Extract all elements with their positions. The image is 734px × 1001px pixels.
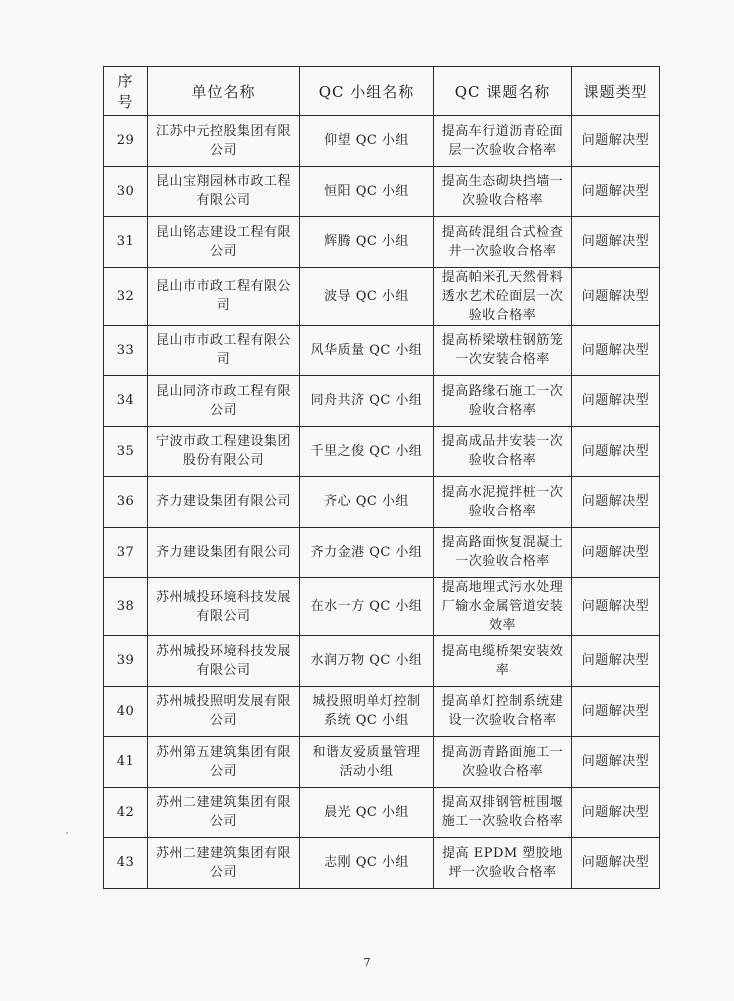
cell-qc-topic-name: 提高车行道沥青砼面层一次验收合格率 [434,116,572,167]
cell-qc-group-name: 波导 QC 小组 [300,267,434,325]
cell-qc-topic-name: 提高帕米孔天然骨料透水艺术砼面层一次验收合格率 [434,267,572,325]
table-row [104,787,660,838]
cell-topic-type: 问题解决型 [572,787,660,838]
cell-topic-type: 问题解决型 [572,477,660,528]
cell-qc-group-name: 齐力金港 QC 小组 [300,527,434,578]
cell-qc-topic-name: 提高水泥搅拌桩一次验收合格率 [434,477,572,528]
cell-topic-type: 问题解决型 [572,267,660,325]
cell-qc-group-name: 晨光 QC 小组 [300,787,434,838]
cell-qc-group-name: 同舟共济 QC 小组 [300,376,434,427]
table-row [104,578,660,636]
cell-qc-group-name: 城投照明单灯控制系统 QC 小组 [300,686,434,737]
cell-topic-type: 问题解决型 [572,527,660,578]
cell-serial-number: 43 [104,838,148,889]
header-topic-type: 课题类型 [572,67,660,116]
cell-qc-topic-name: 提高桥梁墩柱钢筋笼一次安装合格率 [434,325,572,376]
cell-serial-number: 42 [104,787,148,838]
cell-serial-number: 30 [104,166,148,217]
cell-qc-group-name: 齐心 QC 小组 [300,477,434,528]
cell-unit-name: 昆山同济市政工程有限公司 [148,376,300,427]
cell-topic-type: 问题解决型 [572,838,660,889]
table-row [104,116,660,167]
cell-topic-type: 问题解决型 [572,325,660,376]
table-row [104,267,660,325]
cell-qc-topic-name: 提高双排钢管桩围堰施工一次验收合格率 [434,787,572,838]
cell-serial-number: 38 [104,578,148,636]
cell-topic-type: 问题解决型 [572,578,660,636]
cell-qc-group-name: 和谐友爱质量管理活动小组 [300,737,434,788]
cell-unit-name: 齐力建设集团有限公司 [148,477,300,528]
cell-qc-topic-name: 提高砖混组合式检查井一次验收合格率 [434,217,572,268]
cell-unit-name: 昆山市市政工程有限公司 [148,267,300,325]
cell-serial-number: 29 [104,116,148,167]
cell-unit-name: 宁波市政工程建设集团股份有限公司 [148,426,300,477]
cell-unit-name: 昆山宝翔园林市政工程有限公司 [148,166,300,217]
cell-qc-topic-name: 提高沥青路面施工一次验收合格率 [434,737,572,788]
cell-unit-name: 苏州第五建筑集团有限公司 [148,737,300,788]
cell-topic-type: 问题解决型 [572,686,660,737]
cell-unit-name: 齐力建设集团有限公司 [148,527,300,578]
cell-topic-type: 问题解决型 [572,166,660,217]
header-qc-group-name: QC 小组名称 [300,67,434,116]
table-row [104,325,660,376]
cell-qc-topic-name: 提高 EPDM 塑胶地坪一次验收合格率 [434,838,572,889]
header-serial-number: 序号 [104,67,148,116]
qc-award-table [103,66,660,889]
table-row [104,636,660,687]
cell-qc-group-name: 辉腾 QC 小组 [300,217,434,268]
cell-qc-topic-name: 提高路缘石施工一次验收合格率 [434,376,572,427]
table-row [104,838,660,889]
table-row [104,686,660,737]
cell-qc-group-name: 仰望 QC 小组 [300,116,434,167]
table-row [104,477,660,528]
page-number: 7 [363,956,371,969]
cell-topic-type: 问题解决型 [572,737,660,788]
cell-unit-name: 苏州二建建筑集团有限公司 [148,838,300,889]
cell-topic-type: 问题解决型 [572,636,660,687]
cell-qc-topic-name: 提高地埋式污水处理厂输水金属管道安装效率 [434,578,572,636]
cell-unit-name: 苏州城投环境科技发展有限公司 [148,578,300,636]
cell-serial-number: 40 [104,686,148,737]
cell-qc-topic-name: 提高单灯控制系统建设一次验收合格率 [434,686,572,737]
cell-serial-number: 36 [104,477,148,528]
header-qc-topic-name: QC 课题名称 [434,67,572,116]
table-row [104,426,660,477]
cell-serial-number: 32 [104,267,148,325]
cell-qc-topic-name: 提高电缆桥架安装效率 [434,636,572,687]
cell-topic-type: 问题解决型 [572,217,660,268]
cell-qc-group-name: 水润万物 QC 小组 [300,636,434,687]
table-row [104,737,660,788]
cell-qc-group-name: 在水一方 QC 小组 [300,578,434,636]
cell-qc-topic-name: 提高生态砌块挡墙一次验收合格率 [434,166,572,217]
cell-serial-number: 33 [104,325,148,376]
table-row [104,376,660,427]
cell-unit-name: 苏州二建建筑集团有限公司 [148,787,300,838]
cell-serial-number: 37 [104,527,148,578]
cell-serial-number: 39 [104,636,148,687]
table-header-row [104,67,660,116]
cell-unit-name: 昆山铭志建设工程有限公司 [148,217,300,268]
table-row [104,527,660,578]
cell-qc-group-name: 志刚 QC 小组 [300,838,434,889]
cell-serial-number: 34 [104,376,148,427]
cell-serial-number: 41 [104,737,148,788]
cell-qc-topic-name: 提高路面恢复混凝土一次验收合格率 [434,527,572,578]
cell-unit-name: 苏州城投环境科技发展有限公司 [148,636,300,687]
cell-unit-name: 昆山市市政工程有限公司 [148,325,300,376]
cell-topic-type: 问题解决型 [572,426,660,477]
cell-unit-name: 苏州城投照明发展有限公司 [148,686,300,737]
header-unit-name: 单位名称 [148,67,300,116]
cell-serial-number: 31 [104,217,148,268]
cell-serial-number: 35 [104,426,148,477]
table-row [104,166,660,217]
cell-qc-group-name: 恒阳 QC 小组 [300,166,434,217]
cell-qc-group-name: 千里之俊 QC 小组 [300,426,434,477]
cell-topic-type: 问题解决型 [572,376,660,427]
table-body [104,116,660,889]
cell-qc-topic-name: 提高成品井安装一次验收合格率 [434,426,572,477]
table-row [104,217,660,268]
cell-unit-name: 江苏中元控股集团有限公司 [148,116,300,167]
scan-speck [66,832,68,834]
cell-topic-type: 问题解决型 [572,116,660,167]
cell-qc-group-name: 风华质量 QC 小组 [300,325,434,376]
